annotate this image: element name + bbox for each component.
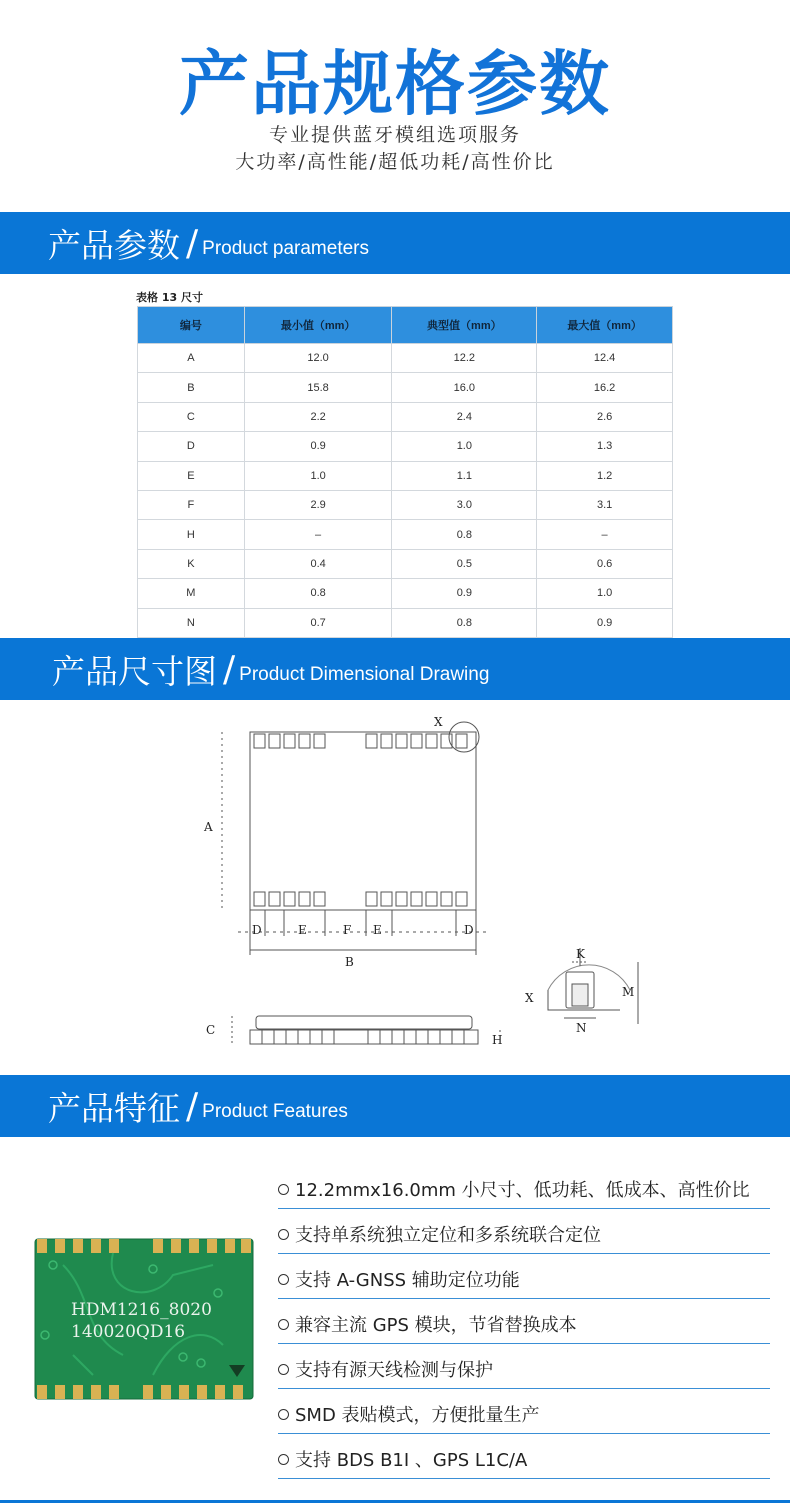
feature-text: 支持有源天线检测与保护 [295, 1360, 493, 1381]
table-cell: – [537, 520, 673, 549]
header-typ: 典型值（mm） [392, 307, 537, 344]
label-k: K [576, 947, 585, 961]
feature-item [278, 1397, 770, 1434]
table-cell: 1.1 [392, 461, 537, 490]
header-id: 编号 [138, 307, 245, 344]
section-header-drawing [0, 638, 790, 700]
module-label-line2: 140020QD16 [71, 1322, 186, 1342]
label-x-top: X [434, 715, 443, 729]
table-cell: 3.1 [537, 490, 673, 519]
bullet-circle-icon [278, 1229, 289, 1240]
bullet-circle-icon [278, 1364, 289, 1375]
table-cell: 0.6 [537, 549, 673, 578]
section-header-features [0, 1075, 790, 1137]
table-row [138, 432, 673, 461]
table-cell: 1.2 [537, 461, 673, 490]
section-slash: / [186, 1085, 199, 1127]
section-title-cn: 产品参数 [48, 225, 180, 265]
section-slash: / [186, 222, 199, 264]
table-cell: C [138, 402, 245, 431]
table-cell: 15.8 [244, 373, 392, 402]
module-label-line1: HDM1216_8020 [71, 1300, 212, 1320]
page-title: 产品规格参数 [179, 43, 611, 125]
table-cell: – [244, 520, 392, 549]
table-cell: B [138, 373, 245, 402]
table-cell: 2.4 [392, 402, 537, 431]
table-cell: D [138, 432, 245, 461]
label-b: B [345, 955, 354, 969]
table-row [138, 344, 673, 373]
bottom-rule [0, 1500, 790, 1503]
feature-item [278, 1352, 770, 1389]
subtitle-features: 大功率/高性能/超低功耗/高性价比 [235, 151, 555, 173]
label-d-right: D [464, 923, 474, 937]
table-cell: 16.0 [392, 373, 537, 402]
section-title-cn: 产品特征 [48, 1088, 180, 1128]
table-header-row [138, 307, 673, 344]
table-row [138, 608, 673, 637]
table-cell: A [138, 344, 245, 373]
table-cell: 12.4 [537, 344, 673, 373]
label-x-detail: X [525, 991, 534, 1005]
label-e-left: E [298, 923, 307, 937]
table-cell: 0.5 [392, 549, 537, 578]
label-a: A [204, 820, 213, 834]
header-max: 最大值（mm） [537, 307, 673, 344]
table-cell: 0.7 [244, 608, 392, 637]
table-cell: 2.2 [244, 402, 392, 431]
label-d-left: D [252, 923, 262, 937]
feature-text: 支持单系统独立定位和多系统联合定位 [295, 1225, 601, 1246]
feature-text: 12.2mmx16.0mm 小尺寸、低功耗、低成本、高性价比 [295, 1180, 750, 1201]
bullet-circle-icon [278, 1409, 289, 1420]
dimension-table [137, 306, 673, 638]
table-row [138, 549, 673, 578]
table-caption: 表格 13 尺寸 [136, 291, 203, 304]
table-cell: 0.9 [392, 579, 537, 608]
side-view-top [256, 1016, 472, 1029]
table-cell: 0.9 [537, 608, 673, 637]
side-view-base [250, 1030, 478, 1044]
module-photo [33, 1235, 255, 1405]
table-cell: 1.0 [392, 432, 537, 461]
table-row [138, 461, 673, 490]
table-cell: 12.2 [392, 344, 537, 373]
feature-item [278, 1307, 770, 1344]
table-row [138, 520, 673, 549]
feature-text: SMD 表贴模式，方便批量生产 [295, 1405, 540, 1426]
subtitle-service: 专业提供蓝牙模组选项服务 [268, 124, 521, 146]
table-cell: 0.8 [244, 579, 392, 608]
label-f: F [343, 923, 352, 937]
table-cell: K [138, 549, 245, 578]
table-cell: 2.9 [244, 490, 392, 519]
section-slash: / [223, 648, 236, 690]
section-title-en: Product Features [202, 1101, 348, 1122]
section-header-params [0, 212, 790, 274]
dimension-drawing [0, 700, 790, 1075]
label-n: N [576, 1021, 587, 1035]
label-h: H [492, 1033, 503, 1047]
bullet-circle-icon [278, 1319, 289, 1330]
table-cell: 0.9 [244, 432, 392, 461]
header-min: 最小值（mm） [244, 307, 392, 344]
feature-item [278, 1217, 770, 1254]
table-cell: 0.8 [392, 520, 537, 549]
table-row [138, 402, 673, 431]
bullet-circle-icon [278, 1184, 289, 1195]
top-pins [254, 734, 467, 748]
feature-text: 兼容主流 GPS 模块，节省替换成本 [295, 1315, 577, 1336]
table-cell: M [138, 579, 245, 608]
feature-item [278, 1262, 770, 1299]
bullet-circle-icon [278, 1274, 289, 1285]
table-cell: 1.3 [537, 432, 673, 461]
label-m: M [622, 985, 635, 999]
feature-text: 支持 BDS B1I 、GPS L1C/A [295, 1450, 528, 1471]
module-outline [250, 732, 476, 910]
bullet-circle-icon [278, 1454, 289, 1465]
table-cell: 2.6 [537, 402, 673, 431]
table-cell: E [138, 461, 245, 490]
feature-item [278, 1442, 770, 1479]
table-cell: H [138, 520, 245, 549]
feature-text: 支持 A-GNSS 辅助定位功能 [295, 1270, 520, 1291]
table-cell: 12.0 [244, 344, 392, 373]
section-title-en: Product Dimensional Drawing [239, 664, 490, 685]
table-row [138, 490, 673, 519]
feature-item [278, 1172, 770, 1209]
table-row [138, 373, 673, 402]
bottom-pins [254, 892, 467, 906]
section-title-cn: 产品尺寸图 [52, 651, 217, 691]
label-e-right: E [373, 923, 382, 937]
table-cell: 3.0 [392, 490, 537, 519]
table-cell: F [138, 490, 245, 519]
section-title-en: Product parameters [202, 238, 369, 259]
table-cell: N [138, 608, 245, 637]
table-cell: 1.0 [244, 461, 392, 490]
table-cell: 0.8 [392, 608, 537, 637]
table-cell: 1.0 [537, 579, 673, 608]
label-c: C [206, 1023, 216, 1037]
table-cell: 16.2 [537, 373, 673, 402]
table-row [138, 579, 673, 608]
table-cell: 0.4 [244, 549, 392, 578]
